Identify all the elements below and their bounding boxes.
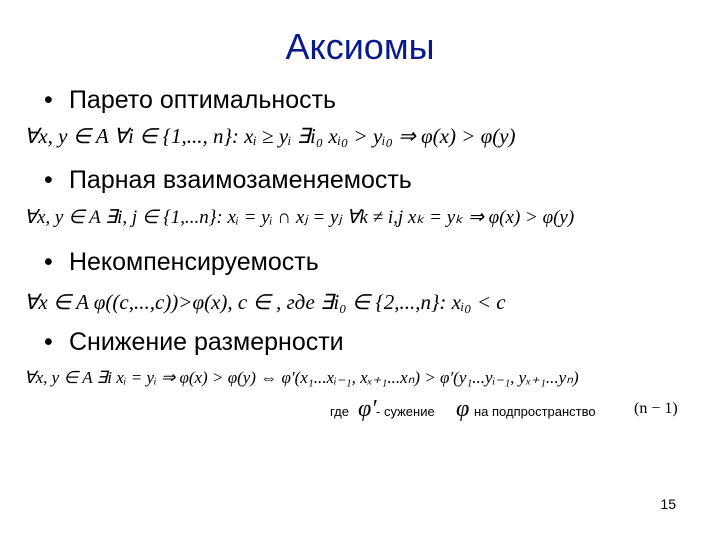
note-where: где <box>330 404 349 419</box>
formula-noncompensatory: ∀x ∈ A φ((c,...,c))>φ(x), c ∈ , где ∃i₀ ∈ {2,...,n}: xᵢ₀ < c <box>24 290 506 314</box>
note-restriction: - сужение <box>376 404 435 419</box>
bullet-marker: • <box>44 166 53 194</box>
heading-dimension-reduction: Снижение размерности <box>68 328 344 356</box>
bullet-marker: • <box>44 248 53 276</box>
note-subspace: на подпространство <box>474 404 596 419</box>
formula-pareto: ∀x, y ∈ A ∀i ∈ {1,..., n}: xᵢ ≥ yᵢ ∃i₀ xᵢ₀ > yᵢ₀ ⇒ φ(x) > φ(y) <box>24 124 516 148</box>
heading-pareto: Парето оптимальность <box>68 86 337 114</box>
bullet-pareto <box>44 86 336 115</box>
bullet-marker: • <box>44 86 53 114</box>
formula-pairwise: ∀x, y ∈ A ∃i, j ∈ {1,...n}: xᵢ = yᵢ ∩ xⱼ = yⱼ ∀k ≠ i,j xₖ = yₖ ⇒ φ(x) > φ(y) <box>24 207 575 228</box>
note-phi: φ <box>456 396 470 422</box>
slide-title: Аксиомы <box>285 26 435 67</box>
bullet-pairwise <box>44 166 412 195</box>
bullet-noncompensatory <box>44 248 319 277</box>
note-dimension: (n − 1) <box>634 400 678 417</box>
heading-pairwise: Парная взаимозаменяемость <box>68 166 412 194</box>
formula-dimension-reduction: ∀x, y ∈ A ∃i xᵢ = yᵢ ⇒ φ(x) > φ(y) ⇔ φ′(x₁...xᵢ₋₁, xₓ₊₁...xₙ) > φ′(y₁...yᵢ₋₁, yₓ₊₁...yₙ) <box>24 368 579 387</box>
bullet-dimension-reduction <box>44 328 344 357</box>
page-number: 15 <box>660 496 676 512</box>
note-phi-prime: φ′ <box>358 396 377 422</box>
heading-noncompensatory: Некомпенсируемость <box>68 248 319 276</box>
bullet-marker: • <box>44 328 53 356</box>
